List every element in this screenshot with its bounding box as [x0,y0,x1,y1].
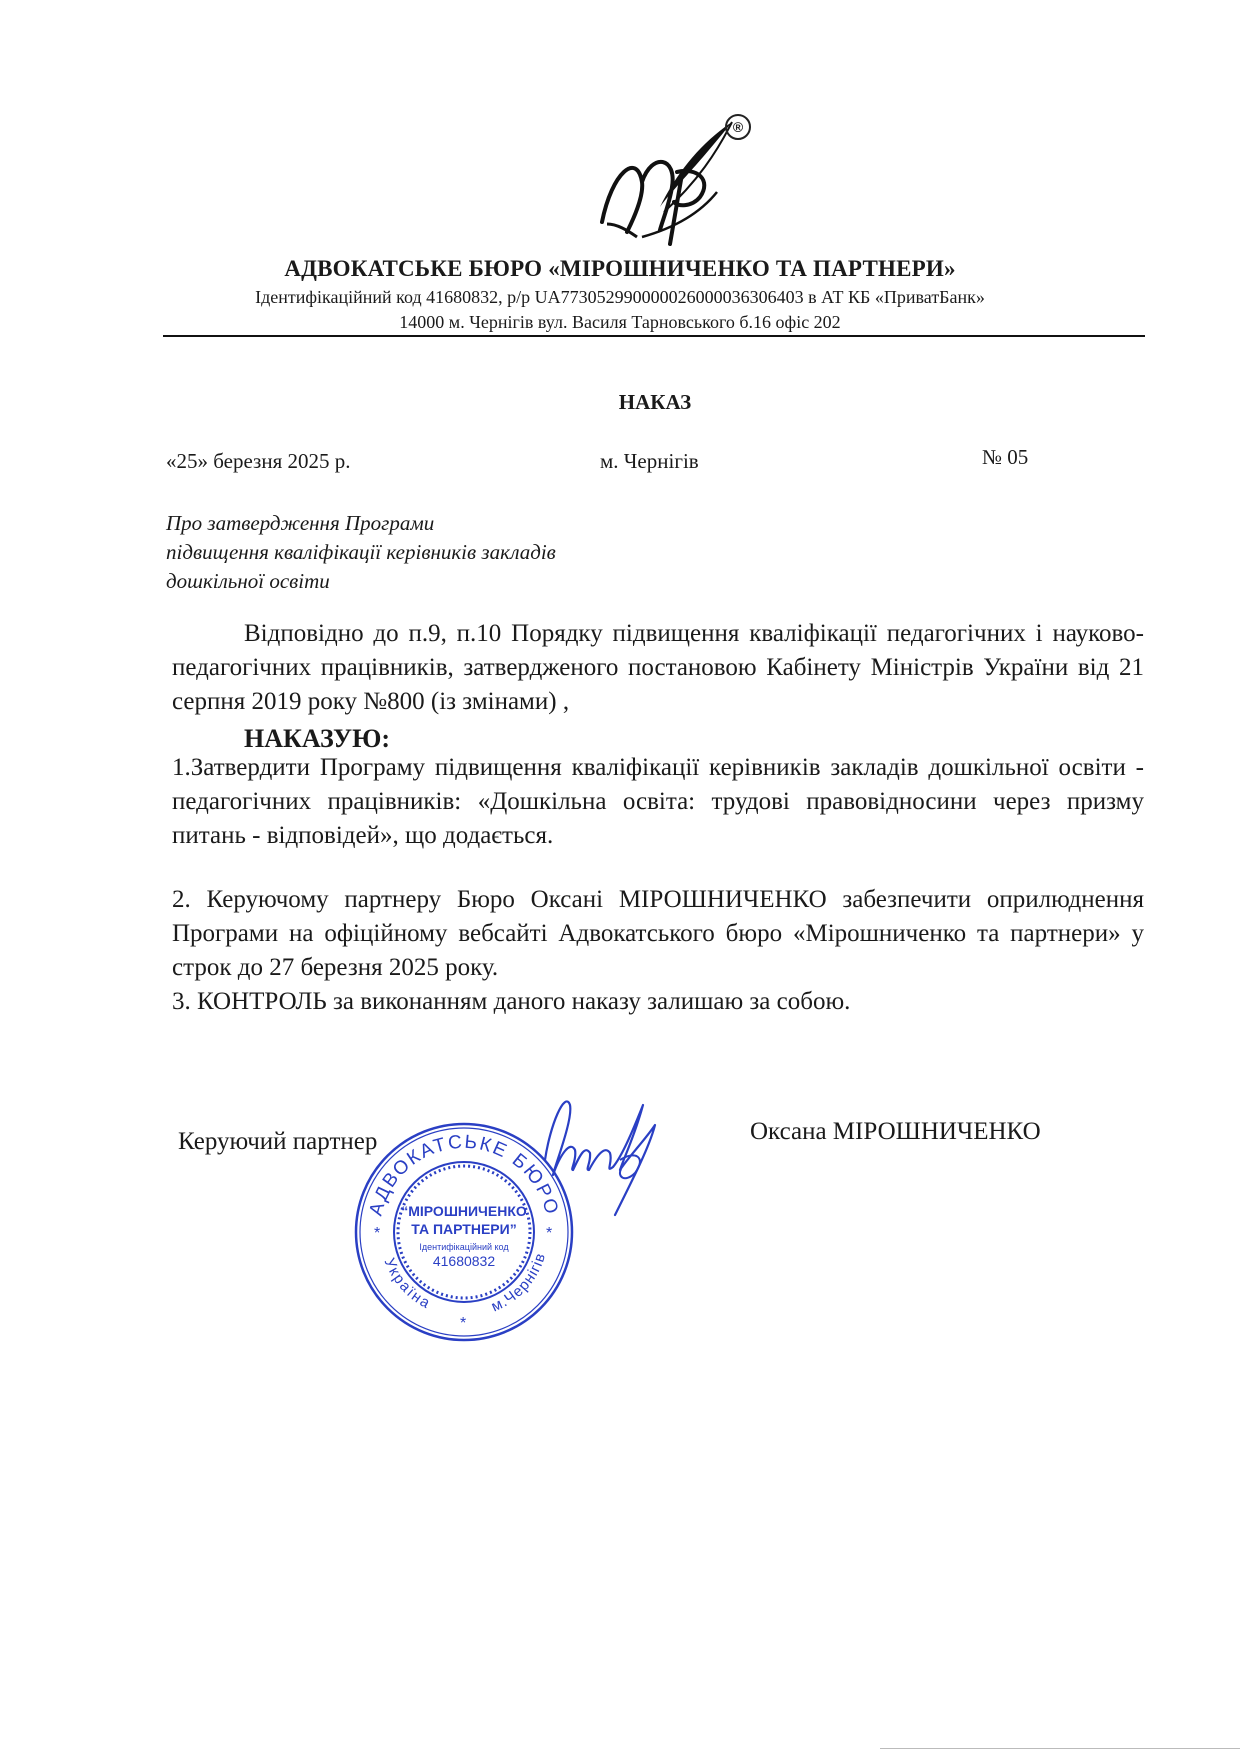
order-heading: НАКАЗУЮ: [244,724,391,753]
stamp-text-city: м.Чернігів [488,1250,550,1316]
stamp-line-4: 41680832 [432,1253,496,1269]
header-divider [163,335,1145,337]
document-city: м. Чернігів [600,449,699,473]
stamp-star-right: * [546,1225,553,1242]
document-number: № 05 [982,445,1029,469]
document-subject [166,509,766,596]
firm-address: 14000 м. Чернігів вул. Василя Тарновського б.16 офіс 202 [399,312,841,332]
handwritten-signature-icon [525,1085,675,1225]
document-title: НАКАЗ [618,390,692,414]
stamp-line-2: ТА ПАРТНЕРИ” [411,1221,517,1237]
signatory-name: Оксана МІРОШНИЧЕНКО [750,1118,1041,1145]
subject-line: Про затвердження Програми [166,511,435,535]
stamp-star-left: * [374,1225,381,1242]
firm-details: Ідентифікаційний код 41680832, р/р UA773052990000026000036306403 в АТ КБ «ПриватБанк» [255,287,985,307]
signatory-role: Керуючий партнер [178,1128,378,1155]
registered-mark: ® [725,114,751,140]
order-item-2: 2. Керуючому партнеру Бюро Оксані МІРОШНИЧЕНКО забезпечити оприлюднення Програми на офіційному вебсайті Адвокатського бюро «Мірошниченко та партнери» у строк до 27 березня 2025 року. [172,886,1144,981]
stamp-text-top: АДВОКАТСЬКЕ БЮРО [365,1131,563,1219]
stamp-text-country: Україна [380,1255,435,1313]
scan-edge-line [880,1748,1240,1749]
subject-line: дошкільної освіти [166,569,330,593]
intro-paragraph: Відповідно до п.9, п.10 Порядку підвищення кваліфікації педагогічних і науково-педагогічних працівників, затвердженого постановою Кабінету Міністрів України від 21 серпня 2019 року №800 (із змінами) , [172,620,1144,715]
order-item-3: 3. КОНТРОЛЬ за виконанням даного наказу залишаю за собою. [172,988,851,1015]
stamp-line-1: “МІРОШНИЧЕНКО [401,1203,527,1219]
order-item-1: 1.Затвердити Програму підвищення кваліфікації керівників закладів дошкільної освіти - педагогічних працівників: «Дошкільна освіта: трудові правовідносини через призму питань - відповідей», що додається. [172,754,1144,849]
subject-line: підвищення кваліфікації керівників закладів [166,540,556,564]
stamp-line-3: Ідентифікаційний код [419,1242,509,1252]
firm-name: АДВОКАТСЬКЕ БЮРО «МІРОШНИЧЕНКО ТА ПАРТНЕРИ» [284,256,956,281]
document-date: «25» березня 2025 р. [166,449,351,473]
stamp-star-bottom: * [460,1315,467,1332]
